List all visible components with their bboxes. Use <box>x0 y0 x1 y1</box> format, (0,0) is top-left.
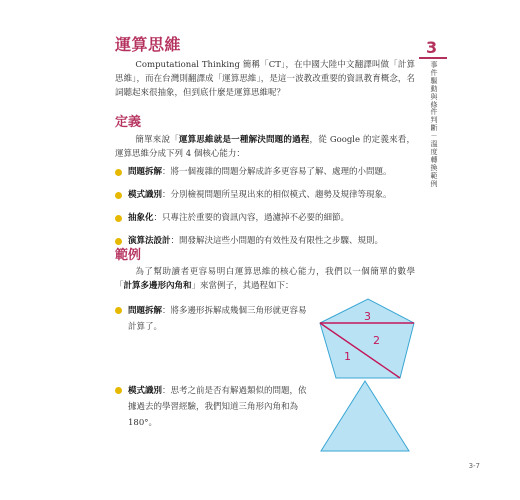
bullet-desc: ：只專注於重要的資訊內容，過濾掉不必要的細節。 <box>153 213 350 223</box>
definition-text-post: ，從 Google 的定義來看，運算思維分成下列 4 個核心能力： <box>115 135 415 159</box>
example-heading: 範例 <box>115 248 142 263</box>
bullet-icon <box>115 192 122 199</box>
example-text-pre: 為了幫助讀者更容易明白運算思維的核心能力，我們以一個簡單的數學「 <box>115 267 415 291</box>
triangle-label-1: 1 <box>344 350 351 363</box>
page-number: 3-7 <box>468 462 480 470</box>
bullet-term: 模式識別 <box>128 190 163 200</box>
bullet-term: 模式識別 <box>128 386 163 396</box>
bullet-term: 演算法設計 <box>128 236 171 246</box>
triangle-label-2: 2 <box>373 334 380 347</box>
bullet-icon <box>115 215 122 222</box>
triangle-label-3: 3 <box>364 310 371 323</box>
list-item <box>115 235 415 248</box>
example-paragraph <box>115 265 415 293</box>
bullet-desc: ：開發解決這些小問題的有效性及有限性之步驟、規則。 <box>170 236 384 246</box>
bullet-desc: ：思考之前是否有解過類似的問題，依據過去的學習經驗，我們知道三角形內角和為 180°。 <box>128 386 307 428</box>
chapter-title: 事件驅動與條件判斷－溫度轉換範例 <box>430 61 438 188</box>
bullet-term: 問題拆解 <box>128 306 163 316</box>
bullet-desc: ：將多邊形拆解成幾個三角形就更容易計算了。 <box>128 306 307 332</box>
triangle-diagram <box>320 380 410 452</box>
bullet-term: 抽象化 <box>128 213 154 223</box>
intro-paragraph: Computational Thinking 簡稱「CT」，在中國大陸中文翻譯叫做「計算思維」，而在台灣則翻譯成「運算思維」，是這一波教改重要的資訊教育概念，名詞聽起來很抽象，但到底什麼是運算思維呢？ <box>115 60 415 98</box>
example-list-1 <box>115 303 313 345</box>
section-heading: 運算思維 <box>115 35 182 54</box>
definition-text-pre: 簡單來說「 <box>135 135 179 145</box>
definition-paragraph <box>115 133 415 161</box>
bullet-term: 問題拆解 <box>128 167 163 177</box>
list-item <box>115 166 415 179</box>
list-item <box>115 212 415 225</box>
pentagon-diagram <box>318 298 416 380</box>
bullet-desc: ：分別檢視問題所呈現出來的相似模式、趨勢及規律等現象。 <box>162 190 392 200</box>
bullet-icon <box>115 169 122 176</box>
example-text-post: 」來當例子，其過程如下： <box>191 281 294 291</box>
chapter-number: 3 <box>426 38 438 57</box>
bullet-desc: ：將一個複雜的問題分解成許多更容易了解、處理的小問題。 <box>162 167 392 177</box>
bullet-icon <box>115 387 122 394</box>
triangle-shape <box>321 381 409 451</box>
bullet-icon <box>115 307 122 314</box>
list-item <box>115 303 313 335</box>
chapter-divider <box>419 57 447 59</box>
list-item <box>115 189 415 202</box>
core-abilities-list <box>115 166 415 258</box>
example-list-2 <box>115 383 313 441</box>
example-text-bold: 計算多邊形內角和 <box>123 281 192 291</box>
definition-heading: 定義 <box>115 115 142 130</box>
list-item <box>115 383 313 431</box>
definition-text-bold: 運算思維就是一種解決問題的過程 <box>178 135 310 145</box>
